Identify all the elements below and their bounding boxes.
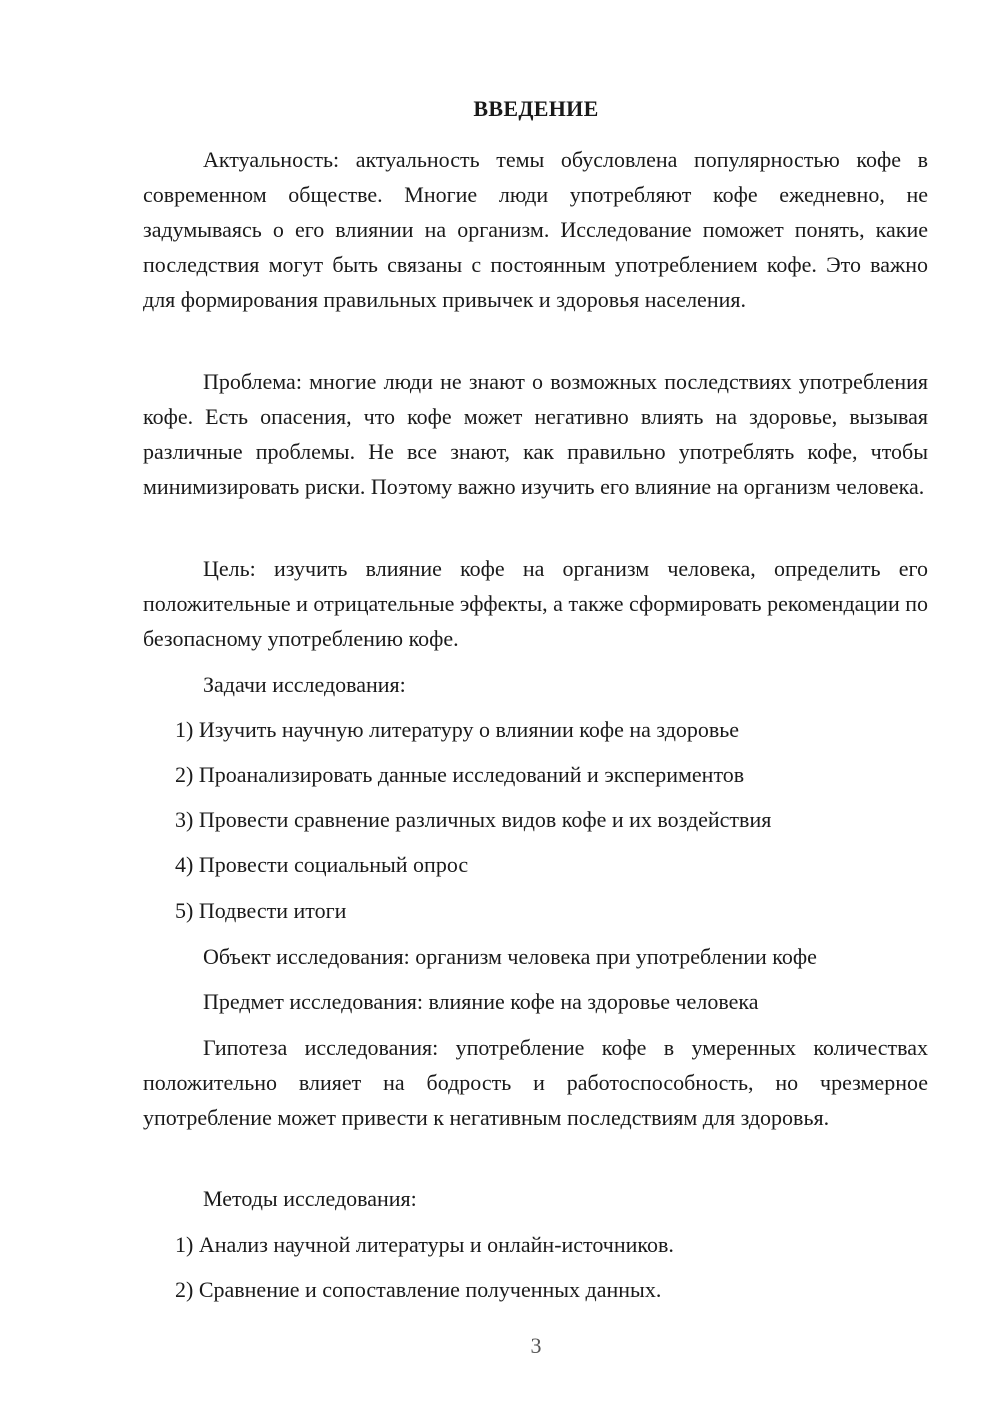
object-paragraph <box>143 939 928 974</box>
task-item <box>143 712 928 747</box>
task-item-text: 5) Подвести итоги <box>175 898 347 923</box>
page-title: ВВЕДЕНИЕ <box>473 96 599 121</box>
task-item <box>143 802 928 837</box>
tasks-heading <box>143 667 928 702</box>
method-item-text: 1) Анализ научной литературы и онлайн-источников. <box>175 1232 674 1257</box>
methods-heading-text: Методы исследования: <box>203 1186 417 1211</box>
relevance-paragraph <box>143 142 928 317</box>
tasks-heading-text: Задачи исследования: <box>203 672 406 697</box>
subject-paragraph <box>143 984 928 1019</box>
goal-text: Цель: изучить влияние кофе на организм человека, определить его положительные и отрицательные эффекты, а также сформировать рекомендации по безопасному употреблению кофе. <box>143 556 928 651</box>
relevance-text: Актуальность: актуальность темы обусловлена популярностью кофе в современном обществе. Многие люди употребляют кофе ежедневно, не задумываясь о его влиянии на организм. Исследование поможет понять, какие последствия могут быть связаны с постоянным употреблением кофе. Это важно для формирования правильных привычек и здоровья населения. <box>143 147 928 312</box>
task-item <box>143 893 928 928</box>
page-number: 3 <box>530 1333 542 1358</box>
problem-text: Проблема: многие люди не знают о возможных последствиях употребления кофе. Есть опасения, что кофе может негативно влиять на здоровье, вызывая различные проблемы. Не все знают, как правильно употреблять кофе, чтобы минимизировать риски. Поэтому важно изучить его влияние на организм человека. <box>143 369 928 499</box>
task-item <box>143 757 928 792</box>
methods-heading <box>143 1181 928 1216</box>
task-item-text: 3) Провести сравнение различных видов кофе и их воздействия <box>175 807 772 832</box>
goal-paragraph <box>143 551 928 656</box>
hypothesis-text: Гипотеза исследования: употребление кофе в умеренных количествах положительно влияет на бодрость и работоспособность, но чрезмерное употребление может привести к негативным последствиям для здоровья. <box>143 1035 928 1130</box>
object-text: Объект исследования: организм человека при употреблении кофе <box>203 944 817 969</box>
subject-text: Предмет исследования: влияние кофе на здоровье человека <box>203 989 759 1014</box>
method-item <box>143 1272 928 1307</box>
method-item <box>143 1227 928 1262</box>
task-item-text: 2) Проанализировать данные исследований и экспериментов <box>175 762 745 787</box>
task-item-text: 1) Изучить научную литературу о влиянии кофе на здоровье <box>175 717 740 742</box>
method-item-text: 2) Сравнение и сопоставление полученных данных. <box>175 1277 662 1302</box>
task-item <box>143 847 928 882</box>
hypothesis-paragraph <box>143 1030 928 1135</box>
problem-paragraph <box>143 364 928 504</box>
task-item-text: 4) Провести социальный опрос <box>175 852 469 877</box>
